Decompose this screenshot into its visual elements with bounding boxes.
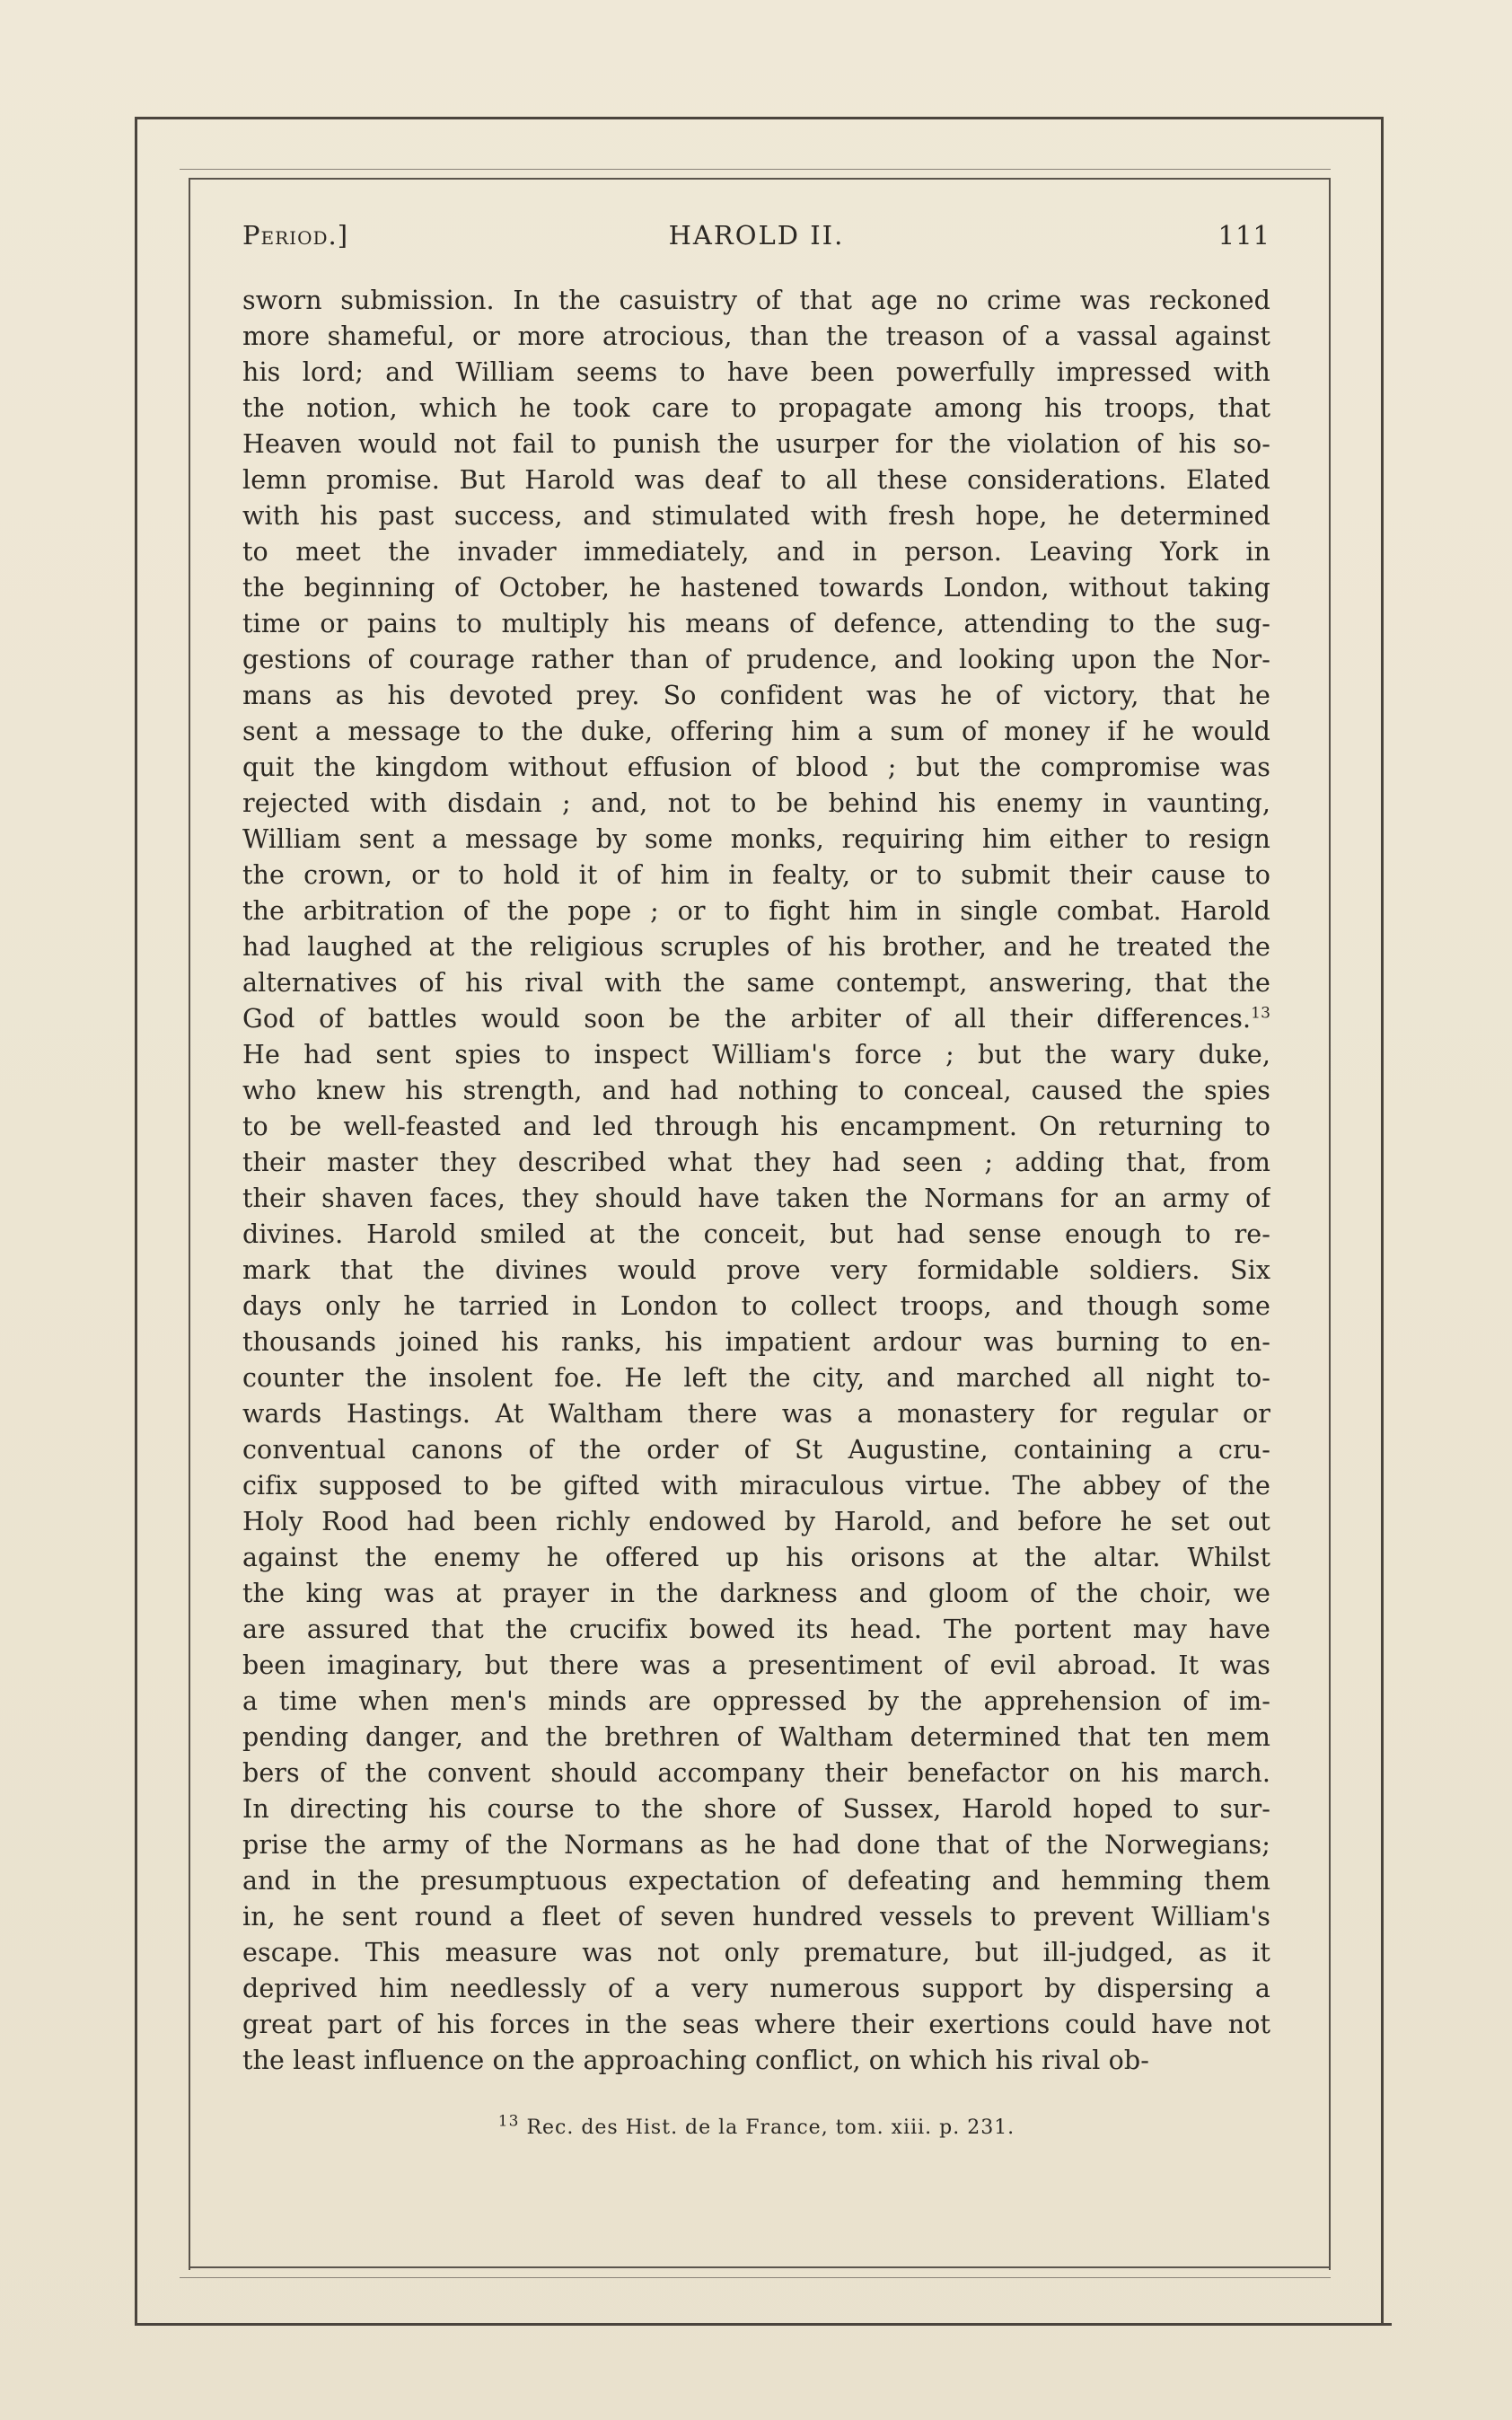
text-line: quit the kingdom without effusion of blood ; but the compromise was (242, 752, 1270, 782)
text-line: sent a message to the duke, offering him a sum of money if he would (242, 717, 1270, 746)
text-line: rejected with disdain ; and, not to be behind his enemy in vaunting, (242, 788, 1270, 818)
inner-frame-top (189, 178, 1329, 180)
footnote-text: Rec. des Hist. de la France, tom. xiii. p. 231. (526, 2116, 1015, 2139)
text-line: conventual canons of the order of St Augustine, containing a cru- (242, 1435, 1270, 1465)
text-line: the beginning of October, he hastened towards London, without taking (242, 573, 1270, 603)
text-line: time or pains to multiply his means of defence, attending to the sug- (242, 609, 1270, 638)
text-line: the least influence on the approaching conflict, on which his rival ob- (242, 2046, 1149, 2075)
text-line: wards Hastings. At Waltham there was a monastery for regular or (242, 1399, 1270, 1429)
text-line: In directing his course to the shore of Sussex, Harold hoped to sur- (242, 1794, 1270, 1824)
text-line: cifix supposed to be gifted with miraculous virtue. The abbey of the (242, 1471, 1270, 1500)
body-text (242, 283, 1270, 2079)
inner-frame-left (189, 178, 190, 2270)
text-line: gestions of courage rather than of prudence, and looking upon the Nor- (242, 645, 1270, 674)
text-line: against the enemy he offered up his orisons at the altar. Whilst (242, 1543, 1270, 1572)
text-line: divines. Harold smiled at the conceit, but had sense enough to re- (242, 1219, 1270, 1249)
outer-frame-left (135, 117, 137, 2326)
text-line: his lord; and William seems to have been powerfully impressed with (242, 357, 1270, 387)
text-line: prise the army of the Normans as he had done that of the Norwegians; (242, 1830, 1270, 1860)
text-line: pending danger, and the brethren of Waltham determined that ten mem (242, 1722, 1270, 1752)
text-line: their shaven faces, they should have taken the Normans for an army of (242, 1184, 1270, 1213)
text-line: escape. This measure was not only premature, but ill-judged, as it (242, 1938, 1270, 1967)
text-line: lemn promise. But Harold was deaf to all these considerations. Elated (242, 465, 1270, 495)
text-line: their master they described what they had seen ; adding that, from (242, 1148, 1270, 1177)
outer-frame-top (135, 117, 1383, 119)
text-line: to meet the invader immediately, and in person. Leaving York in (242, 537, 1270, 567)
text-line: and in the presumptuous expectation of defeating and hemming them (242, 1866, 1270, 1896)
text-line: bers of the convent should accompany their benefactor on his march. (242, 1758, 1270, 1788)
inner-frame-bottom (189, 2266, 1331, 2268)
footnote-marker: 13 (497, 2112, 520, 2131)
text-line: Heaven would not fail to punish the usurper for the violation of his so- (242, 429, 1270, 459)
outer-frame-right (1381, 117, 1384, 2326)
text-line: a time when men's minds are oppressed by the apprehension of im- (242, 1686, 1270, 1716)
inner-frame-right (1329, 178, 1331, 2270)
text-line: William sent a message by some monks, requiring him either to resign (242, 824, 1270, 854)
text-line: He had sent spies to inspect William's force ; but the wary duke, (242, 1040, 1270, 1069)
text-line: Holy Rood had been richly endowed by Harold, and before he set out (242, 1507, 1270, 1536)
text-line: are assured that the crucifix bowed its head. The portent may have (242, 1615, 1270, 1644)
text-line: thousands joined his ranks, his impatient ardour was burning to en- (242, 1327, 1270, 1357)
footnote-reference: 13 (1251, 1004, 1270, 1023)
text-line: mark that the divines would prove very formidable soldiers. Six (242, 1255, 1270, 1285)
text-line: days only he tarried in London to collect troops, and though some (242, 1291, 1270, 1321)
text-line: more shameful, or more atrocious, than the treason of a vassal against (242, 321, 1270, 351)
text-line: mans as his devoted prey. So confident was he of victory, that he (242, 681, 1270, 710)
text-line: been imaginary, but there was a presentiment of evil abroad. It was (242, 1650, 1270, 1680)
text-line: to be well-feasted and led through his encampment. On returning to (242, 1112, 1270, 1141)
text-line: God of battles would soon be the arbiter of all their differences.$^{13}$ (242, 1004, 1270, 1034)
text-line: the crown, or to hold it of him in fealty, or to submit their cause to (242, 860, 1270, 890)
header-title: HAROLD II. (668, 220, 845, 251)
page-content (242, 220, 1270, 2139)
text-line: with his past success, and stimulated with fresh hope, he determined (242, 501, 1270, 531)
text-line: the king was at prayer in the darkness and gloom of the choir, we (242, 1579, 1270, 1608)
text-line: deprived him needlessly of a very numerous support by dispersing a (242, 1974, 1270, 2003)
inner-frame-top-hairline (180, 169, 1331, 170)
text-line: who knew his strength, and had nothing to conceal, caused the spies (242, 1076, 1270, 1105)
text-line: alternatives of his rival with the same contempt, answering, that the (242, 968, 1270, 998)
text-line: the notion, which he took care to propagate among his troops, that (242, 393, 1270, 423)
header-section: Period.] (242, 220, 349, 251)
text-line: had laughed at the religious scruples of his brother, and he treated the (242, 932, 1270, 962)
text-line: great part of his forces in the seas where their exertions could have not (242, 2010, 1270, 2039)
text-line: in, he sent round a fleet of seven hundred vessels to prevent William's (242, 1902, 1270, 1932)
text-line: the arbitration of the pope ; or to fight him in single combat. Harold (242, 896, 1270, 926)
running-header (242, 220, 1270, 265)
outer-frame-bottom (135, 2323, 1392, 2326)
page-number: 111 (1218, 220, 1270, 251)
footnote (242, 2112, 1270, 2139)
text-line: counter the insolent foe. He left the city, and marched all night to- (242, 1363, 1270, 1393)
text-line: sworn submission. In the casuistry of that age no crime was reckoned (242, 286, 1270, 315)
inner-frame-bottom-hairline (180, 2277, 1331, 2278)
